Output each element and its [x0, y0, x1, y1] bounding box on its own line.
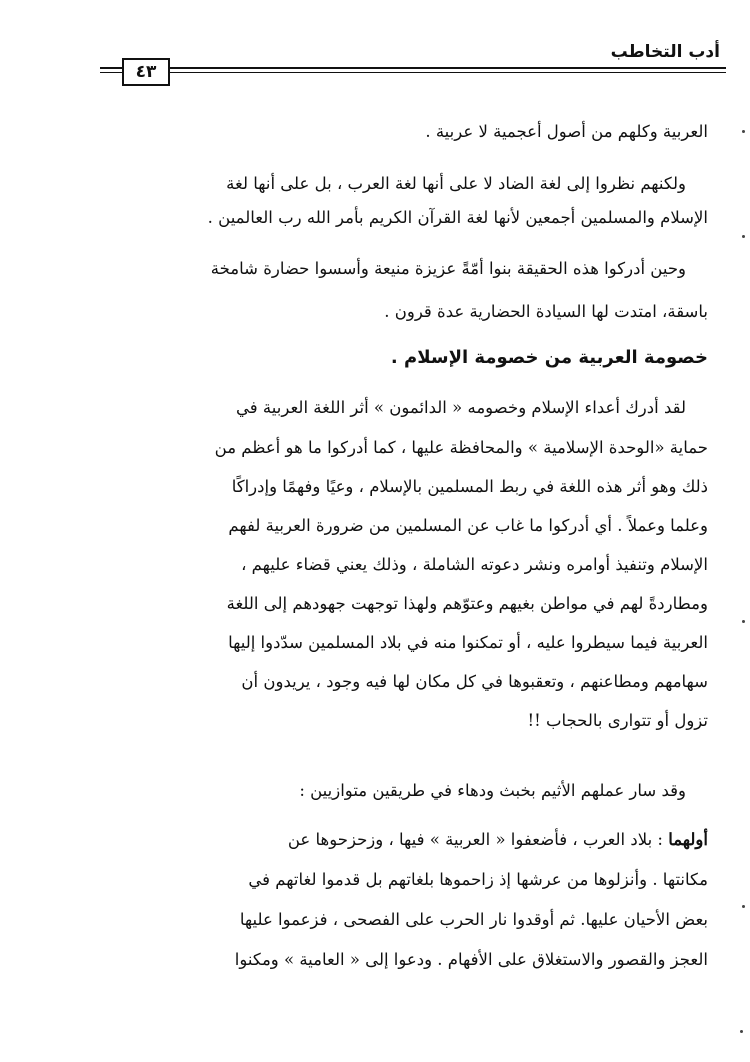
- first-path-line-3: بعض الأحيان عليها. ثم أوقدوا نار الحرب على الفصحى ، فزعموا عليها: [239, 910, 708, 929]
- scan-speck: [740, 1030, 743, 1033]
- section-line-6: ومطاردةً لهم في مواطن بغيهم وعتوّهم ولهذا توجهت جهودهم إلى اللغة: [226, 594, 708, 613]
- intro-line: وقد سار عملهم الأثيم بخبث ودهاء في طريقين متوازيين :: [299, 781, 686, 800]
- first-path-label: أولهما: [668, 830, 708, 849]
- running-header-title: أدب التخاطب: [610, 42, 720, 62]
- paragraph-3-line-1: وحين أدركوا هذه الحقيقة بنوا أمّةً عزيزة منيعة وأسسوا حضارة شامخة: [210, 259, 686, 278]
- section-line-3: ذلك وهو أثر هذه اللغة في ربط المسلمين بالإسلام ، وعيًا وفهمًا وإدراكًا: [231, 477, 708, 496]
- scan-speck: [742, 620, 745, 623]
- section-line-5: الإسلام وتنفيذ أوامره ونشر دعوته الشاملة ، وذلك يعني قضاء عليهم ،: [241, 555, 708, 574]
- page-number: ٤٣: [122, 58, 170, 86]
- section-line-2: حماية «الوحدة الإسلامية » والمحافظة عليها ، كما أدركوا ما هو أعظم من: [214, 438, 708, 457]
- first-path-line-4: العجز والقصور والاستغلاق على الأفهام . ودعوا إلى « العامية » ومكنوا: [234, 950, 708, 969]
- first-path-line-2: مكانتها . وأنزلوها من عرشها إذ زاحموها بلغاتهم بل قدموا لغاتهم في: [248, 870, 708, 889]
- paragraph-3-line-2: باسقة، امتدت لها السيادة الحضارية عدة قرون .: [384, 302, 708, 321]
- scan-speck: [742, 905, 745, 908]
- scan-speck: [742, 130, 745, 133]
- section-line-4: وعلما وعملاً . أي أدركوا ما غاب عن المسلمين من ضرورة العربية لفهم: [228, 516, 708, 535]
- header-rule-thin: [100, 72, 726, 73]
- section-heading: خصومة العربية من خصومة الإسلام .: [390, 347, 708, 368]
- section-line-9: تزول أو تتوارى بالحجاب !!: [527, 711, 708, 730]
- first-path-line-1-text: : بلاد العرب ، فأضعفوا « العربية » فيها ، وزحزحوها عن: [287, 830, 663, 849]
- section-line-7: العربية فيما سيطروا عليه ، أو تمكنوا منه في بلاد المسلمين سدّدوا إليها: [228, 633, 708, 652]
- header-rule-thick: [100, 67, 726, 69]
- section-line-1: لقد أدرك أعداء الإسلام وخصومه « الدائمون » أثر اللغة العربية في: [236, 398, 686, 417]
- paragraph-1-line-1: العربية وكلهم من أصول أعجمية لا عربية .: [425, 122, 708, 141]
- scan-speck: [742, 235, 745, 238]
- section-line-8: سهامهم ومطاعنهم ، وتعقبوها في كل مكان لها فيه وجود ، يريدون أن: [241, 672, 708, 691]
- paragraph-2-line-2: الإسلام والمسلمين أجمعين لأنها لغة القرآن الكريم بأمر الله رب العالمين .: [207, 208, 708, 227]
- paragraph-2-line-1: ولكنهم نظروا إلى لغة الضاد لا على أنها لغة العرب ، بل على أنها لغة: [226, 174, 686, 193]
- first-path-line-1: [128, 824, 708, 855]
